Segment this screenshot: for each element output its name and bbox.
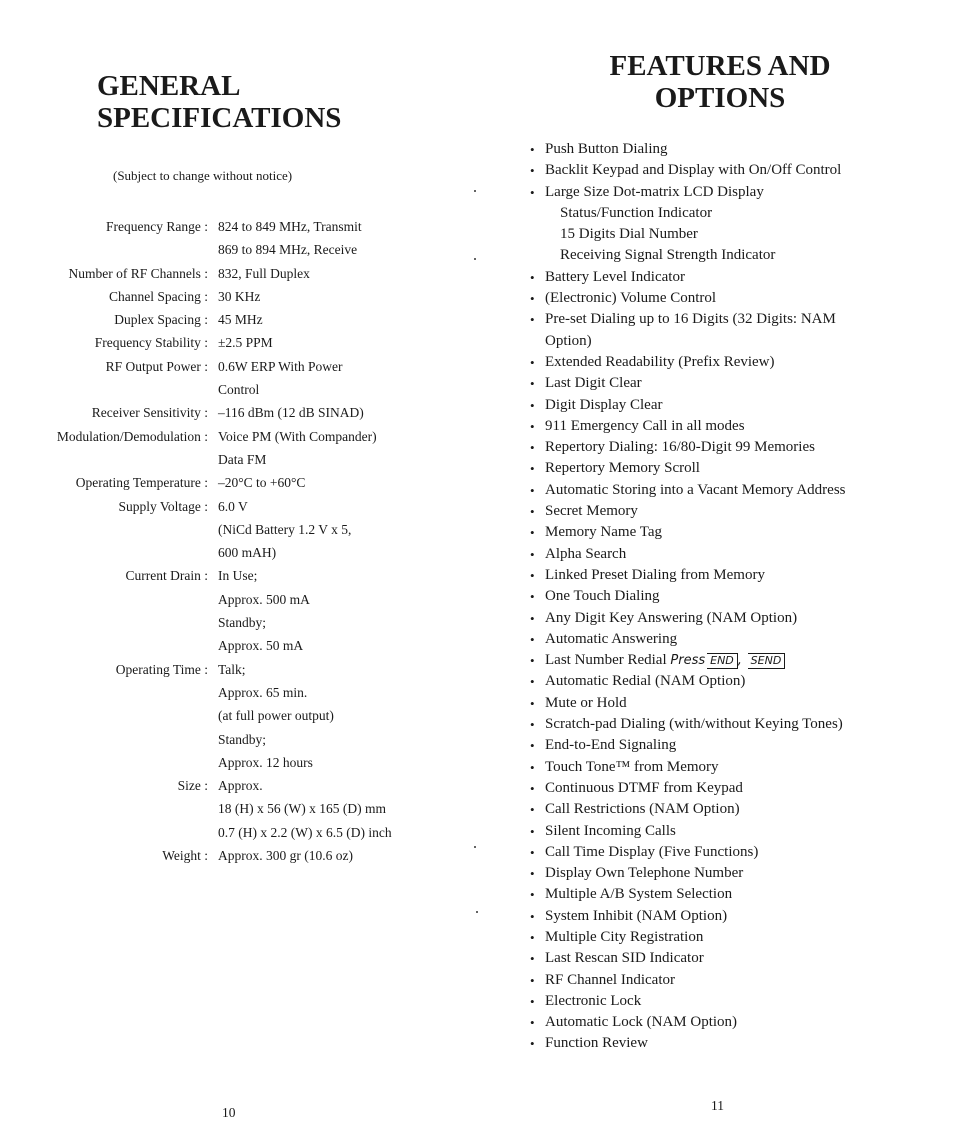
feature-item (530, 821, 930, 842)
feature-text: Battery Level Indicator (545, 268, 685, 285)
bullet-icon: • (530, 610, 535, 626)
bullet-icon: • (530, 653, 535, 669)
spec-label: Frequency Stability : (94, 335, 208, 351)
feature-item (530, 629, 930, 650)
features-and-options-title (560, 50, 880, 114)
bullet-icon: • (530, 695, 535, 711)
spec-value: Standby; (218, 731, 267, 747)
spec-value: 0.6W ERP With Power (218, 358, 343, 374)
spec-row (0, 448, 470, 471)
feature-item (530, 373, 930, 394)
feature-text: Alpha Search (545, 545, 627, 562)
spec-row (0, 495, 470, 518)
feature-text: Repertory Dialing: 16/80-Digit 99 Memories (545, 439, 815, 456)
general-specifications-title (97, 70, 341, 134)
spec-row (0, 425, 470, 448)
feature-text: Linked Preset Dialing from Memory (545, 566, 765, 583)
spec-label (0, 541, 218, 564)
spec-label (0, 238, 218, 261)
feature-item (530, 565, 930, 586)
feature-item (530, 863, 930, 884)
spec-value: 869 to 894 MHz, Receive (218, 242, 358, 258)
subject-to-change-note: (Subject to change without notice) (113, 168, 293, 183)
feature-text: Automatic Answering (545, 630, 678, 647)
bullet-icon: • (530, 142, 535, 157)
handwritten-comma: , (737, 653, 742, 669)
spec-row (0, 308, 470, 331)
page-number-right: 11 (711, 1098, 724, 1113)
spec-row (0, 751, 470, 774)
bullet-icon: • (530, 631, 535, 647)
spec-label (0, 751, 218, 774)
spec-row (0, 238, 470, 261)
spec-value: In Use; (218, 568, 258, 584)
feature-item (530, 608, 930, 629)
feature-text: Function Review (545, 1035, 648, 1052)
spec-label (0, 634, 218, 657)
spec-label (0, 797, 218, 820)
feature-item (530, 416, 930, 437)
feature-text: Pre-set Dialing up to 16 Digits (32 Digits: NAM (545, 311, 836, 328)
spec-row (0, 518, 470, 541)
feature-item (530, 884, 930, 905)
bullet-icon: • (530, 461, 535, 477)
feature-text: Backlit Keypad and Display with On/Off Control (545, 162, 842, 179)
spec-value: 30 KHz (218, 288, 261, 304)
handwritten-press: Press (670, 653, 706, 669)
spec-row (0, 401, 470, 424)
spec-label (0, 611, 218, 634)
spec-label (0, 518, 218, 541)
feature-text: Call Restrictions (NAM Option) (545, 801, 740, 818)
feature-text: Push Button Dialing (545, 141, 668, 157)
page-number-left: 10 (222, 1105, 236, 1120)
spec-value: Approx. 12 hours (218, 754, 313, 770)
spec-value: 824 to 849 MHz, Transmit (218, 219, 362, 234)
feature-item (530, 586, 930, 607)
spec-row (0, 704, 470, 727)
spec-label: Channel Spacing : (109, 288, 208, 304)
spec-label: Operating Time : (115, 661, 208, 677)
feature-text: One Touch Dialing (545, 588, 660, 605)
bullet-icon: • (530, 184, 535, 200)
feature-text: Call Time Display (Five Functions) (545, 843, 759, 860)
feature-item (530, 160, 930, 181)
feature-item (530, 395, 930, 416)
feature-item (530, 927, 930, 948)
spec-value: 0.7 (H) x 2.2 (W) x 6.5 (D) inch (218, 824, 392, 840)
bullet-icon: • (530, 482, 535, 498)
spec-label: Receiver Sensitivity : (91, 405, 208, 421)
spec-value: –20°C to +60°C (218, 475, 306, 491)
feature-sub-item: Status/Function Indicator (560, 204, 713, 221)
spec-row (0, 728, 470, 751)
spec-row (0, 821, 470, 844)
spec-value: Approx. (218, 778, 263, 794)
bullet-icon: • (530, 418, 535, 434)
bullet-icon: • (530, 738, 535, 754)
feature-item (530, 906, 930, 927)
bullet-icon: • (530, 887, 535, 903)
scan-speck (474, 258, 476, 260)
feature-text: Digit Display Clear (545, 396, 663, 413)
feature-item (530, 1033, 930, 1054)
feature-item (530, 522, 930, 543)
bullet-icon: • (530, 674, 535, 690)
feature-item (530, 182, 930, 267)
bullet-icon: • (530, 354, 535, 370)
spec-label: Modulation/Demodulation : (56, 428, 208, 444)
feature-sub-item: Receiving Signal Strength Indicator (560, 247, 776, 264)
bullet-icon: • (530, 440, 535, 456)
feature-text: Extended Readability (Prefix Review) (545, 353, 775, 370)
spec-row (0, 215, 470, 238)
feature-item (530, 757, 930, 778)
spec-label: Duplex Spacing : (114, 312, 208, 328)
bullet-icon: • (530, 929, 535, 945)
feature-text: RF Channel Indicator (545, 971, 675, 988)
spec-value: Standby; (218, 615, 267, 631)
feature-text: System Inhibit (NAM Option) (545, 907, 728, 924)
bullet-icon: • (530, 780, 535, 796)
bullet-icon: • (530, 844, 535, 860)
spec-row (0, 564, 470, 587)
feature-text: Scratch-pad Dialing (with/without Keying Tones) (545, 716, 843, 733)
feature-item (530, 671, 930, 692)
spec-value: Approx. 50 mA (218, 638, 304, 654)
bullet-icon: • (530, 312, 535, 328)
spec-row (0, 797, 470, 820)
title-line-1: GENERAL (97, 70, 241, 102)
title-line-2: OPTIONS (654, 82, 786, 114)
feature-text: Display Own Telephone Number (545, 865, 744, 882)
feature-text: Touch Tone™ from Memory (545, 758, 719, 775)
feature-text: Last Number Redial (545, 652, 667, 669)
feature-item (530, 1012, 930, 1033)
spec-label: Size : (177, 778, 208, 794)
feature-item (530, 991, 930, 1012)
spec-row (0, 541, 470, 564)
spec-value: Talk; (218, 661, 246, 677)
feature-item (530, 778, 930, 799)
bullet-icon: • (530, 802, 535, 818)
feature-text: Last Digit Clear (545, 375, 642, 392)
spec-value: 6.0 V (218, 498, 248, 514)
bullet-icon: • (530, 525, 535, 541)
bullet-icon: • (530, 1036, 535, 1052)
feature-item (530, 693, 930, 714)
feature-text: Electronic Lock (545, 992, 642, 1009)
feature-text: Silent Incoming Calls (545, 822, 676, 839)
spec-row (0, 471, 470, 494)
bullet-icon: • (530, 951, 535, 967)
feature-item (530, 544, 930, 565)
spec-label: RF Output Power : (105, 358, 208, 374)
spec-value: 45 MHz (218, 312, 263, 328)
feature-text: Any Digit Key Answering (NAM Option) (545, 609, 798, 626)
spec-row (0, 844, 470, 867)
spec-value: 18 (H) x 56 (W) x 165 (D) mm (218, 801, 386, 817)
bullet-icon: • (530, 717, 535, 733)
feature-item (530, 458, 930, 479)
bullet-icon: • (530, 1015, 535, 1031)
feature-text: Multiple City Registration (545, 928, 704, 945)
spec-value: –116 dBm (12 dB SINAD) (218, 405, 364, 421)
spec-row (0, 285, 470, 308)
specifications-table (0, 215, 470, 867)
spec-label: Number of RF Channels : (68, 265, 208, 281)
spec-label: Weight : (162, 848, 208, 864)
spec-label: Operating Temperature : (75, 475, 208, 491)
end-key-icon: END (707, 653, 738, 669)
features-list (530, 139, 930, 1055)
bullet-icon: • (530, 759, 535, 775)
spec-row (0, 355, 470, 378)
feature-text: End-to-End Signaling (545, 737, 677, 754)
feature-text: Automatic Storing into a Vacant Memory Address (545, 481, 846, 498)
feature-item (530, 437, 930, 458)
spec-label: Supply Voltage : (118, 498, 208, 514)
bullet-icon: • (530, 376, 535, 392)
spec-value: Approx. 65 min. (218, 684, 308, 700)
feature-item (530, 309, 930, 352)
feature-item (530, 288, 930, 309)
feature-text: Multiple A/B System Selection (545, 886, 733, 903)
spec-label: Frequency Range : (106, 219, 208, 234)
spec-label (0, 588, 218, 611)
feature-text: Repertory Memory Scroll (545, 460, 700, 477)
feature-text: (Electronic) Volume Control (545, 290, 717, 307)
feature-sub-item: 15 Digits Dial Number (560, 226, 698, 243)
bullet-icon: • (530, 866, 535, 882)
bullet-icon: • (530, 993, 535, 1009)
spec-value: Approx. 500 mA (218, 591, 310, 607)
feature-item (530, 480, 930, 501)
spec-row (0, 331, 470, 354)
bullet-icon: • (530, 291, 535, 307)
bullet-icon: • (530, 269, 535, 285)
bullet-icon: • (530, 163, 535, 179)
feature-item (530, 650, 930, 671)
feature-item (530, 139, 930, 160)
spec-value: (at full power output) (218, 708, 334, 724)
feature-item (530, 501, 930, 522)
bullet-icon: • (530, 908, 535, 924)
feature-item (530, 970, 930, 991)
feature-item (530, 352, 930, 373)
feature-text: Automatic Lock (NAM Option) (545, 1014, 738, 1031)
bullet-icon: • (530, 972, 535, 988)
spec-value: 600 mAH) (218, 545, 277, 561)
spec-value: ±2.5 PPM (218, 335, 273, 351)
feature-text: 911 Emergency Call in all modes (545, 417, 745, 434)
feature-text: Large Size Dot-matrix LCD Display (545, 183, 764, 200)
spec-value: (NiCd Battery 1.2 V x 5, (218, 521, 352, 537)
spec-label (0, 728, 218, 751)
spec-value: 832, Full Duplex (218, 265, 310, 281)
feature-item (530, 267, 930, 288)
spec-row (0, 262, 470, 285)
bullet-icon: • (530, 567, 535, 583)
spec-row (0, 774, 470, 797)
feature-item (530, 842, 930, 863)
spec-label (0, 681, 218, 704)
feature-item (530, 948, 930, 969)
spec-value: Data FM (218, 451, 267, 467)
feature-text: Memory Name Tag (545, 524, 662, 541)
spec-label (0, 378, 218, 401)
spec-row (0, 634, 470, 657)
feature-text: Secret Memory (545, 503, 638, 520)
send-key-icon: SEND (748, 653, 786, 669)
spec-row (0, 658, 470, 681)
scan-speck (474, 190, 476, 192)
spec-value: Voice PM (With Compander) (218, 428, 377, 444)
title-line-2: SPECIFICATIONS (97, 102, 342, 134)
feature-text-continued: Option) (545, 332, 592, 349)
spec-value: Approx. 300 gr (10.6 oz) (218, 848, 353, 864)
bullet-icon: • (530, 397, 535, 413)
spec-label (0, 704, 218, 727)
title-line-1: FEATURES AND (609, 50, 831, 82)
feature-text: Last Rescan SID Indicator (545, 950, 704, 967)
bullet-icon: • (530, 589, 535, 605)
feature-text: Automatic Redial (NAM Option) (545, 673, 746, 690)
feature-item (530, 735, 930, 756)
bullet-icon: • (530, 546, 535, 562)
scan-speck (476, 911, 478, 913)
spec-row (0, 378, 470, 401)
spec-value: Control (218, 382, 260, 398)
spec-row (0, 611, 470, 634)
scan-speck (474, 846, 476, 848)
feature-item (530, 799, 930, 820)
feature-text: Mute or Hold (545, 694, 627, 711)
feature-text: Continuous DTMF from Keypad (545, 779, 743, 796)
spec-label: Current Drain : (125, 568, 208, 584)
spec-label (0, 821, 218, 844)
bullet-icon: • (530, 504, 535, 520)
spec-label (0, 448, 218, 471)
spec-row (0, 588, 470, 611)
bullet-icon: • (530, 823, 535, 839)
feature-item (530, 714, 930, 735)
spec-row (0, 681, 470, 704)
